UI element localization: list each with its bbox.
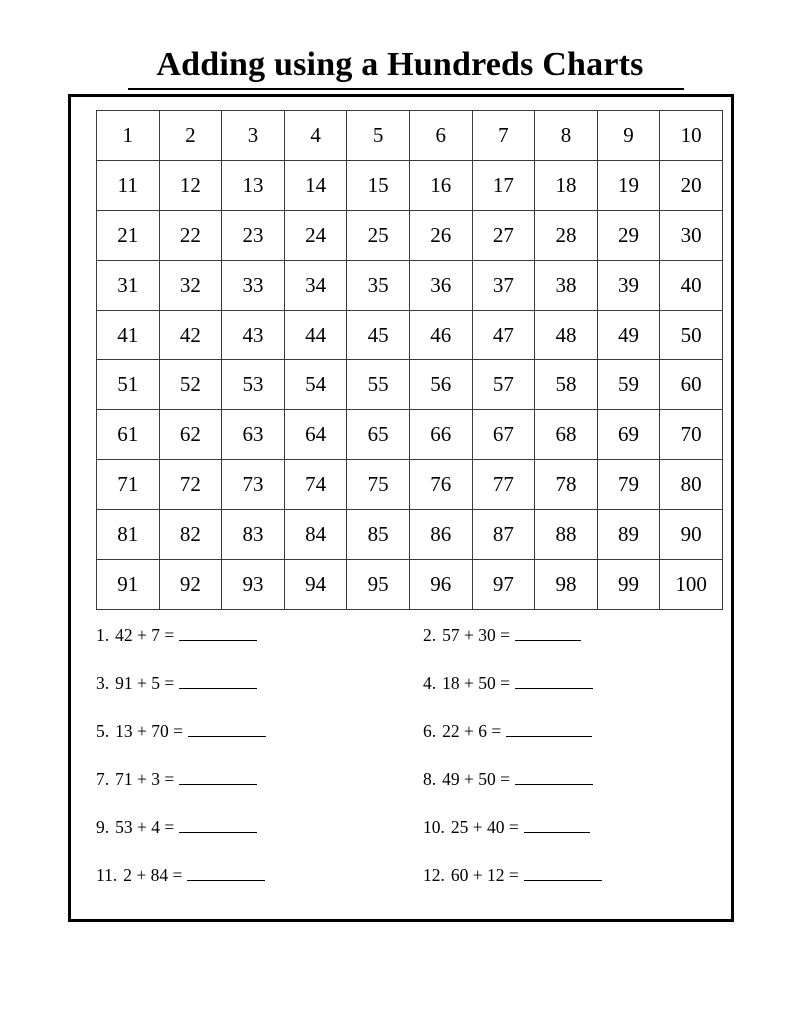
problem-item-6 <box>423 721 592 742</box>
chart-cell[interactable]: 6 <box>409 111 472 161</box>
chart-cell[interactable]: 74 <box>284 460 347 510</box>
chart-cell[interactable]: 54 <box>284 360 347 410</box>
table-row <box>97 460 723 510</box>
chart-cell[interactable]: 53 <box>222 360 285 410</box>
problem-expression: 91 + 5 = <box>115 673 175 693</box>
chart-cell[interactable]: 69 <box>597 410 660 460</box>
chart-cell[interactable]: 32 <box>159 260 222 310</box>
problem-item-3 <box>96 673 257 694</box>
problem-number: 4. <box>423 673 437 693</box>
chart-cell[interactable]: 28 <box>535 210 598 260</box>
chart-cell[interactable]: 20 <box>660 160 723 210</box>
problem-row <box>68 673 734 721</box>
answer-blank[interactable] <box>515 675 593 689</box>
problem-item-11 <box>96 865 265 886</box>
page-title: Adding using a Hundreds Charts <box>156 46 644 83</box>
chart-cell[interactable]: 65 <box>347 410 410 460</box>
problem-row <box>68 721 734 769</box>
problem-item-1 <box>96 625 257 646</box>
chart-cell[interactable]: 25 <box>347 210 410 260</box>
chart-cell[interactable]: 84 <box>284 510 347 560</box>
chart-cell[interactable]: 47 <box>472 310 535 360</box>
answer-blank[interactable] <box>524 867 602 881</box>
chart-cell[interactable]: 43 <box>222 310 285 360</box>
chart-cell[interactable]: 23 <box>222 210 285 260</box>
chart-cell[interactable]: 40 <box>660 260 723 310</box>
chart-cell[interactable]: 14 <box>284 160 347 210</box>
chart-cell[interactable]: 78 <box>535 460 598 510</box>
table-row <box>97 560 723 610</box>
problem-expression: 25 + 40 = <box>450 817 519 837</box>
chart-cell[interactable]: 48 <box>535 310 598 360</box>
problem-item-10 <box>423 817 590 838</box>
problem-row <box>68 769 734 817</box>
table-row <box>97 510 723 560</box>
chart-cell[interactable]: 70 <box>660 410 723 460</box>
problem-number: 12. <box>423 865 445 885</box>
problem-number: 5. <box>96 721 110 741</box>
chart-cell[interactable]: 29 <box>597 210 660 260</box>
chart-cell[interactable]: 31 <box>97 260 160 310</box>
chart-cell[interactable]: 34 <box>284 260 347 310</box>
chart-cell[interactable]: 41 <box>97 310 160 360</box>
chart-cell[interactable]: 33 <box>222 260 285 310</box>
chart-cell[interactable]: 17 <box>472 160 535 210</box>
table-row <box>97 310 723 360</box>
chart-cell[interactable]: 94 <box>284 560 347 610</box>
problem-number: 10. <box>423 817 445 837</box>
problem-row <box>68 625 734 673</box>
title-underline <box>128 88 684 90</box>
chart-cell[interactable]: 92 <box>159 560 222 610</box>
chart-cell[interactable]: 61 <box>97 410 160 460</box>
chart-cell[interactable]: 64 <box>284 410 347 460</box>
chart-cell[interactable]: 5 <box>347 111 410 161</box>
chart-cell[interactable]: 75 <box>347 460 410 510</box>
chart-cell[interactable]: 95 <box>347 560 410 610</box>
problem-list <box>68 625 734 915</box>
problem-row <box>68 865 734 913</box>
answer-blank[interactable] <box>179 627 257 641</box>
chart-cell[interactable]: 42 <box>159 310 222 360</box>
chart-cell[interactable]: 82 <box>159 510 222 560</box>
chart-cell[interactable]: 26 <box>409 210 472 260</box>
chart-cell[interactable]: 7 <box>472 111 535 161</box>
chart-cell[interactable]: 60 <box>660 360 723 410</box>
problem-expression: 49 + 50 = <box>442 769 510 789</box>
chart-cell[interactable]: 73 <box>222 460 285 510</box>
chart-cell[interactable]: 72 <box>159 460 222 510</box>
chart-cell[interactable]: 76 <box>409 460 472 510</box>
chart-cell[interactable]: 55 <box>347 360 410 410</box>
problem-item-7 <box>96 769 257 790</box>
table-row <box>97 360 723 410</box>
chart-cell[interactable]: 83 <box>222 510 285 560</box>
chart-cell[interactable]: 87 <box>472 510 535 560</box>
chart-cell[interactable]: 89 <box>597 510 660 560</box>
problem-number: 3. <box>96 673 110 693</box>
chart-cell[interactable]: 22 <box>159 210 222 260</box>
problem-item-4 <box>423 673 593 694</box>
answer-blank[interactable] <box>187 867 265 881</box>
chart-cell[interactable]: 24 <box>284 210 347 260</box>
chart-cell[interactable]: 45 <box>347 310 410 360</box>
chart-cell[interactable]: 38 <box>535 260 598 310</box>
problem-expression: 13 + 70 = <box>115 721 183 741</box>
problem-expression: 22 + 6 = <box>442 721 502 741</box>
chart-cell[interactable]: 51 <box>97 360 160 410</box>
chart-cell[interactable]: 98 <box>535 560 598 610</box>
answer-blank[interactable] <box>524 819 590 833</box>
hundreds-chart-table <box>96 110 723 610</box>
chart-cell[interactable]: 37 <box>472 260 535 310</box>
chart-cell[interactable]: 9 <box>597 111 660 161</box>
problem-item-8 <box>423 769 593 790</box>
chart-cell[interactable]: 3 <box>222 111 285 161</box>
problem-number: 6. <box>423 721 437 741</box>
answer-blank[interactable] <box>179 771 257 785</box>
chart-cell[interactable]: 99 <box>597 560 660 610</box>
problem-expression: 60 + 12 = <box>450 865 519 885</box>
problem-number: 1. <box>96 625 110 645</box>
chart-cell[interactable]: 11 <box>97 160 160 210</box>
problem-number: 7. <box>96 769 110 789</box>
problem-expression: 71 + 3 = <box>115 769 175 789</box>
chart-cell[interactable]: 52 <box>159 360 222 410</box>
problem-number: 9. <box>96 817 110 837</box>
chart-cell[interactable]: 57 <box>472 360 535 410</box>
problem-item-12 <box>423 865 602 886</box>
table-row <box>97 210 723 260</box>
chart-cell[interactable]: 96 <box>409 560 472 610</box>
problem-expression: 57 + 30 = <box>442 625 510 645</box>
chart-cell[interactable]: 100 <box>660 560 723 610</box>
chart-cell[interactable]: 85 <box>347 510 410 560</box>
problem-expression: 53 + 4 = <box>115 817 175 837</box>
problem-expression: 18 + 50 = <box>442 673 510 693</box>
chart-cell[interactable]: 93 <box>222 560 285 610</box>
chart-cell[interactable]: 1 <box>97 111 160 161</box>
chart-cell[interactable]: 88 <box>535 510 598 560</box>
chart-cell[interactable]: 62 <box>159 410 222 460</box>
chart-cell[interactable]: 44 <box>284 310 347 360</box>
chart-cell[interactable]: 18 <box>535 160 598 210</box>
chart-cell[interactable]: 13 <box>222 160 285 210</box>
problem-item-2 <box>423 625 581 646</box>
chart-cell[interactable]: 91 <box>97 560 160 610</box>
chart-cell[interactable]: 66 <box>409 410 472 460</box>
chart-cell[interactable]: 71 <box>97 460 160 510</box>
problem-number: 11. <box>96 865 118 885</box>
table-row <box>97 410 723 460</box>
answer-blank[interactable] <box>515 627 581 641</box>
chart-cell[interactable]: 12 <box>159 160 222 210</box>
chart-cell[interactable]: 56 <box>409 360 472 410</box>
problem-expression: 42 + 7 = <box>115 625 175 645</box>
problem-number: 8. <box>423 769 437 789</box>
chart-cell[interactable]: 21 <box>97 210 160 260</box>
chart-cell[interactable]: 80 <box>660 460 723 510</box>
chart-cell[interactable]: 46 <box>409 310 472 360</box>
chart-cell[interactable]: 67 <box>472 410 535 460</box>
hundreds-chart-container <box>96 110 712 599</box>
chart-cell[interactable]: 2 <box>159 111 222 161</box>
chart-cell[interactable]: 15 <box>347 160 410 210</box>
chart-cell[interactable]: 58 <box>535 360 598 410</box>
chart-cell[interactable]: 77 <box>472 460 535 510</box>
chart-cell[interactable]: 49 <box>597 310 660 360</box>
chart-cell[interactable]: 97 <box>472 560 535 610</box>
chart-cell[interactable]: 50 <box>660 310 723 360</box>
chart-cell[interactable]: 19 <box>597 160 660 210</box>
chart-cell[interactable]: 27 <box>472 210 535 260</box>
chart-cell[interactable]: 30 <box>660 210 723 260</box>
chart-cell[interactable]: 10 <box>660 111 723 161</box>
answer-blank[interactable] <box>188 723 266 737</box>
chart-cell[interactable]: 59 <box>597 360 660 410</box>
chart-cell[interactable]: 35 <box>347 260 410 310</box>
chart-cell[interactable]: 79 <box>597 460 660 510</box>
answer-blank[interactable] <box>179 675 257 689</box>
chart-cell[interactable]: 81 <box>97 510 160 560</box>
problem-number: 2. <box>423 625 437 645</box>
chart-cell[interactable]: 63 <box>222 410 285 460</box>
table-row <box>97 260 723 310</box>
chart-cell[interactable]: 8 <box>535 111 598 161</box>
chart-cell[interactable]: 36 <box>409 260 472 310</box>
problem-item-5 <box>96 721 266 742</box>
table-row <box>97 160 723 210</box>
problem-row <box>68 817 734 865</box>
chart-cell[interactable]: 4 <box>284 111 347 161</box>
chart-cell[interactable]: 16 <box>409 160 472 210</box>
chart-cell[interactable]: 86 <box>409 510 472 560</box>
answer-blank[interactable] <box>506 723 592 737</box>
chart-cell[interactable]: 68 <box>535 410 598 460</box>
problem-expression: 2 + 84 = <box>123 865 183 885</box>
problem-item-9 <box>96 817 257 838</box>
chart-cell[interactable]: 39 <box>597 260 660 310</box>
answer-blank[interactable] <box>515 771 593 785</box>
answer-blank[interactable] <box>179 819 257 833</box>
table-row <box>97 111 723 161</box>
chart-cell[interactable]: 90 <box>660 510 723 560</box>
